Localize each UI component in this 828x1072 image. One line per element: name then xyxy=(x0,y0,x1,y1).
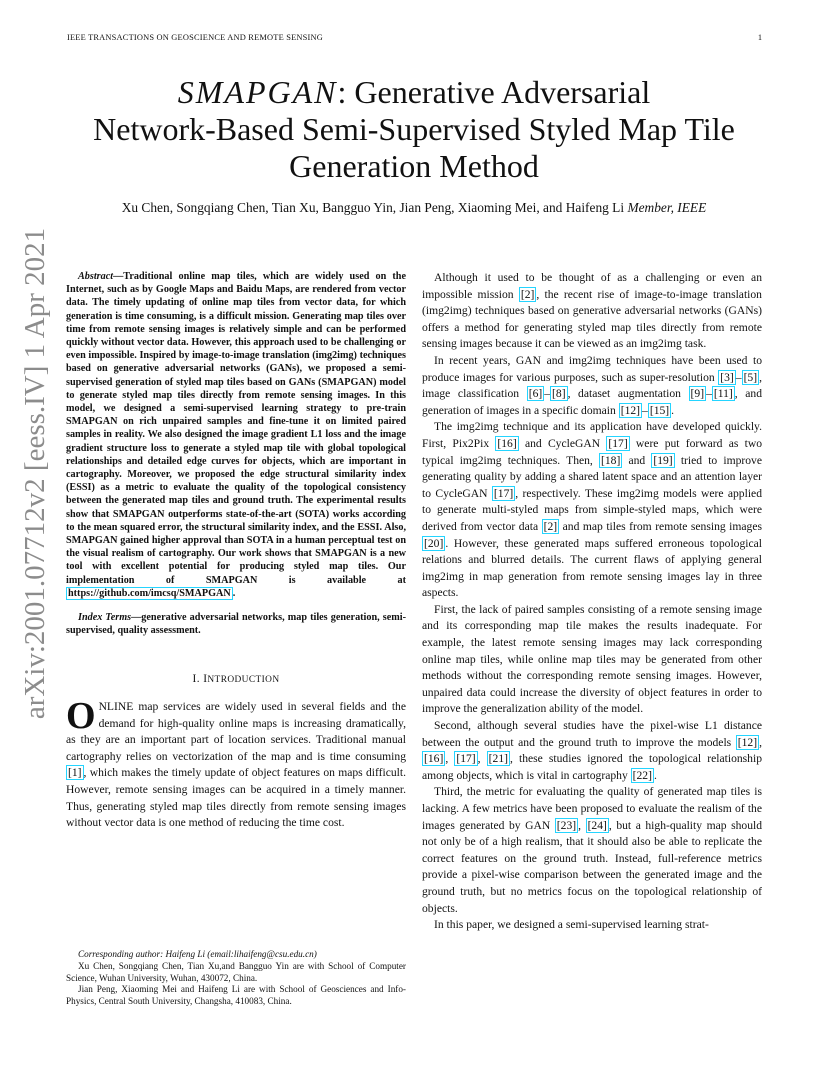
citation-link[interactable]: [15] xyxy=(649,403,670,417)
body-paragraph-5 xyxy=(422,718,762,784)
running-head: IEEE TRANSACTIONS ON GEOSCIENCE AND REMOTE SENSING xyxy=(67,33,323,42)
citation-link[interactable]: [11] xyxy=(713,387,733,401)
body-paragraph-1 xyxy=(422,270,762,353)
text-run: , xyxy=(477,752,487,766)
body-paragraph-4: First, the lack of paired samples consisting of a remote sensing image and its corresponding map tile makes the results inadequate. For example, the latest remote sensing images may lack corresponding online map tiles, while online map tiles may be generated from other methods without the corresponding remote sensing images. However, unpaired data could increase the diversity of object features in order to improve the generalization ability of the model. xyxy=(422,602,762,716)
citation-link[interactable]: [16] xyxy=(424,752,444,766)
citation-link[interactable]: [2] xyxy=(520,287,535,301)
abstract-body: —Traditional online map tiles, which are widely used on the Internet, such as by Google Maps and Baidu Maps, are rendered from vector data. The timely updating of online map tiles from vector data, for which generation is time consuming, is a difficult mission. Generating map tiles over time from remote sensing images is relatively simple and can be performed quickly without vector data. However, this approach used to be challenging or even impossible. Inspired by image-to-image translation (img2img) techniques based on generative adversarial networks (GANs), we proposed a semi-supervised generation of styled map tiles based on GANs (SMAPGAN) model to generate styled map tiles directly from remote sensing images. In this model, we designed a semi-supervised learning strategy to pre-train SMAPGAN on rich unpaired samples and fine-tune it on limited paired samples in reality. We also designed the image gradient L1 loss and the image gradient structure loss to generate a styled map tile with global topological relationships and detailed edge curves for objects, which are important in cartography. Moreover, we proposed the edge structural similarity index (ESSI) as a metric to evaluate the quality of the topological consistency between the generated map tiles and ground truth. The experimental results show that SMAPGAN outperforms state-of-the-art (SOTA) works according to the mean squared error, the structural similarity index, and the ESSI. Also, SMAPGAN gained higher approval than SOTA in a human perceptual test on the visual realism of cartography. Our work shows that SMAPGAN is a new tool with excellent potential for producing styled map tiles. Our implementation of SMAPGAN is available at xyxy=(66,271,406,586)
citation-link[interactable]: [3] xyxy=(720,370,734,384)
citation-link[interactable]: [23] xyxy=(556,818,577,832)
author-list xyxy=(60,200,768,216)
citation-link[interactable]: [1] xyxy=(68,766,82,780)
intro-text-b: , which makes the timely update of object features on maps difficult. However, remote sensing images can be acquired in a timely manner. Thus, generating styled map tiles directly from remote sensing images without vector data is one method of reducing the time cost. xyxy=(66,766,406,830)
citation-link[interactable]: [19] xyxy=(653,453,673,467)
abstract-lead: Abstract xyxy=(78,271,114,282)
text-run: , image classification xyxy=(422,370,762,401)
intro-text-a: map services are widely used in several fields and the demand for high-quality online maps is increasing dramatically, as they are an important part of location services. Traditional manual cartography relies on vectorization of the map and is time consuming xyxy=(66,700,406,763)
text-run: tried to improve generating quality by adding a shared latent space and an attention layer to CycleGAN xyxy=(422,453,762,500)
title-line3: Generation Method xyxy=(289,148,539,184)
body-paragraph-2 xyxy=(422,353,762,419)
section-heading-introduction xyxy=(66,671,406,689)
citation-link[interactable]: [12] xyxy=(620,403,641,417)
index-terms-lead: Index Terms xyxy=(78,612,132,624)
affiliation-note-1: Xu Chen, Songqiang Chen, Tian Xu,and Bangguo Yin are with School of Computer Science, Wuhan University, Wuhan, 430072, China. xyxy=(66,960,406,983)
index-terms-body: —generative adversarial networks, map tiles generation, semi-supervised, quality assessment. xyxy=(66,612,406,637)
citation-link[interactable]: [8] xyxy=(552,387,566,401)
text-run: Second, although several studies have the pixel-wise L1 distance between the output and the ground truth to improve the models xyxy=(422,719,762,749)
intro-first-word: NLINE xyxy=(98,700,134,714)
text-run: , the recent rise of image-to-image translation (img2img) techniques based on generative adversarial networks (GANs) offers a method for generating styled map tiles directly from remote sensing images because it can be viewed as an img2img task. xyxy=(422,287,762,351)
text-run: – xyxy=(735,370,742,384)
title-line1-rest: : Generative Adversarial xyxy=(337,74,651,110)
body-paragraph-3 xyxy=(422,419,762,602)
affiliation-note-2: Jian Peng, Xiaoming Mei and Haifeng Li are with School of Geosciences and Info-Physics, Central South University, Changsha, 410083, China. xyxy=(66,984,406,1007)
text-run: Although it used to be thought of as a challenging or even an impossible mission xyxy=(422,271,762,301)
citation-link[interactable]: [9] xyxy=(690,387,705,401)
abstract xyxy=(66,270,406,600)
index-terms xyxy=(66,611,406,637)
text-run: Third, the metric for evaluating the quality of generated map tiles is lacking. A few metrics have been proposed to evaluate the realism of the images generated by GAN xyxy=(422,785,762,832)
intro-paragraph xyxy=(66,695,406,832)
text-run: were put forward as two typical img2img techniques. Then, xyxy=(422,436,762,467)
dropcap-letter: O xyxy=(66,695,96,738)
text-run: , xyxy=(759,735,762,749)
citation-link[interactable]: [18] xyxy=(600,453,621,467)
section-title-rest: NTRODUCTION xyxy=(207,675,280,686)
corresponding-author-note: Corresponding author: Haifeng Li (email:lihaifeng@csu.edu.cn) xyxy=(78,949,317,959)
body-paragraph-7: In this paper, we designed a semi-supervised learning strat- xyxy=(434,918,709,932)
arxiv-stamp-text: arXiv:2001.07712v2 [eess.IV] 1 Apr 2021 xyxy=(19,227,52,719)
citation-link[interactable]: [24] xyxy=(587,818,607,832)
citation-link[interactable]: [22] xyxy=(632,768,652,782)
left-column xyxy=(66,270,406,832)
text-run: , but a high-quality map should not only be of a high realism, that it should also be able to replicate the correct features on the ground truth. Instead, full-reference metrics provide a pixel-wise comparison between the generated image and the ground truth, but no metrics focus on the topological relationship of objects. xyxy=(422,818,763,915)
text-run: – xyxy=(544,387,551,401)
text-run: , xyxy=(445,752,455,766)
author-names: Xu Chen, Songqiang Chen, Tian Xu, Bangguo Yin, Jian Peng, Xiaoming Mei, and Haifeng Li xyxy=(121,200,625,215)
page-number: 1 xyxy=(757,33,762,42)
text-run: , and generation of images in a specific domain xyxy=(422,387,763,417)
author-membership: Member, IEEE xyxy=(627,200,707,215)
title-model-name: SMAPGAN xyxy=(177,74,338,110)
text-run: In recent years, GAN and img2img techniques have been used to produce images for various purposes, such as super-resolution xyxy=(422,353,762,384)
body-paragraph-6 xyxy=(422,784,762,917)
text-run: . xyxy=(653,768,657,782)
section-numeral: I. I xyxy=(192,673,208,686)
text-run: . However, these generated maps suffered erroneous topological relations and blurred details. The current flaws of applying general img2img in map generation from remote sensing images lay in three aspects. xyxy=(422,536,762,600)
code-link[interactable]: https://github.com/imcsq/SMAPGAN xyxy=(68,587,231,599)
text-run: – xyxy=(642,403,648,417)
text-run: and xyxy=(622,453,652,467)
paper-title xyxy=(60,74,768,185)
text-run: . xyxy=(671,403,675,417)
text-run: and CycleGAN xyxy=(518,436,607,450)
arxiv-side-stamp xyxy=(12,227,60,719)
citation-link[interactable]: [17] xyxy=(456,752,476,766)
right-column xyxy=(422,270,762,934)
text-run: , respectively. These img2img models were applied to generate multi-styled maps from simple-styled maps, which were derived from vector data xyxy=(422,486,762,533)
citation-link[interactable]: [2] xyxy=(543,519,558,533)
title-line2: Network-Based Semi-Supervised Styled Map Tile xyxy=(93,111,735,147)
citation-link[interactable]: [12] xyxy=(737,735,758,749)
citation-link[interactable]: [5] xyxy=(743,370,758,384)
text-run: , xyxy=(578,818,586,832)
text-run: – xyxy=(706,387,712,401)
text-run: , dataset augmentation xyxy=(567,387,689,401)
citation-link[interactable]: [17] xyxy=(608,436,628,450)
citation-link[interactable]: [17] xyxy=(493,486,514,500)
text-run: The img2img technique and its application have developed quickly. First, Pix2Pix xyxy=(422,420,762,450)
citation-link[interactable]: [6] xyxy=(528,387,543,401)
citation-link[interactable]: [20] xyxy=(424,536,444,550)
citation-link[interactable]: [21] xyxy=(488,752,508,766)
text-run: and map tiles from remote sensing images xyxy=(559,519,763,533)
abstract-end: . xyxy=(232,587,236,599)
citation-link[interactable]: [16] xyxy=(497,436,517,450)
text-run: , these studies ignored the topological relationship among objects, which is vital in cartography xyxy=(422,752,762,782)
footnotes xyxy=(66,949,406,1008)
